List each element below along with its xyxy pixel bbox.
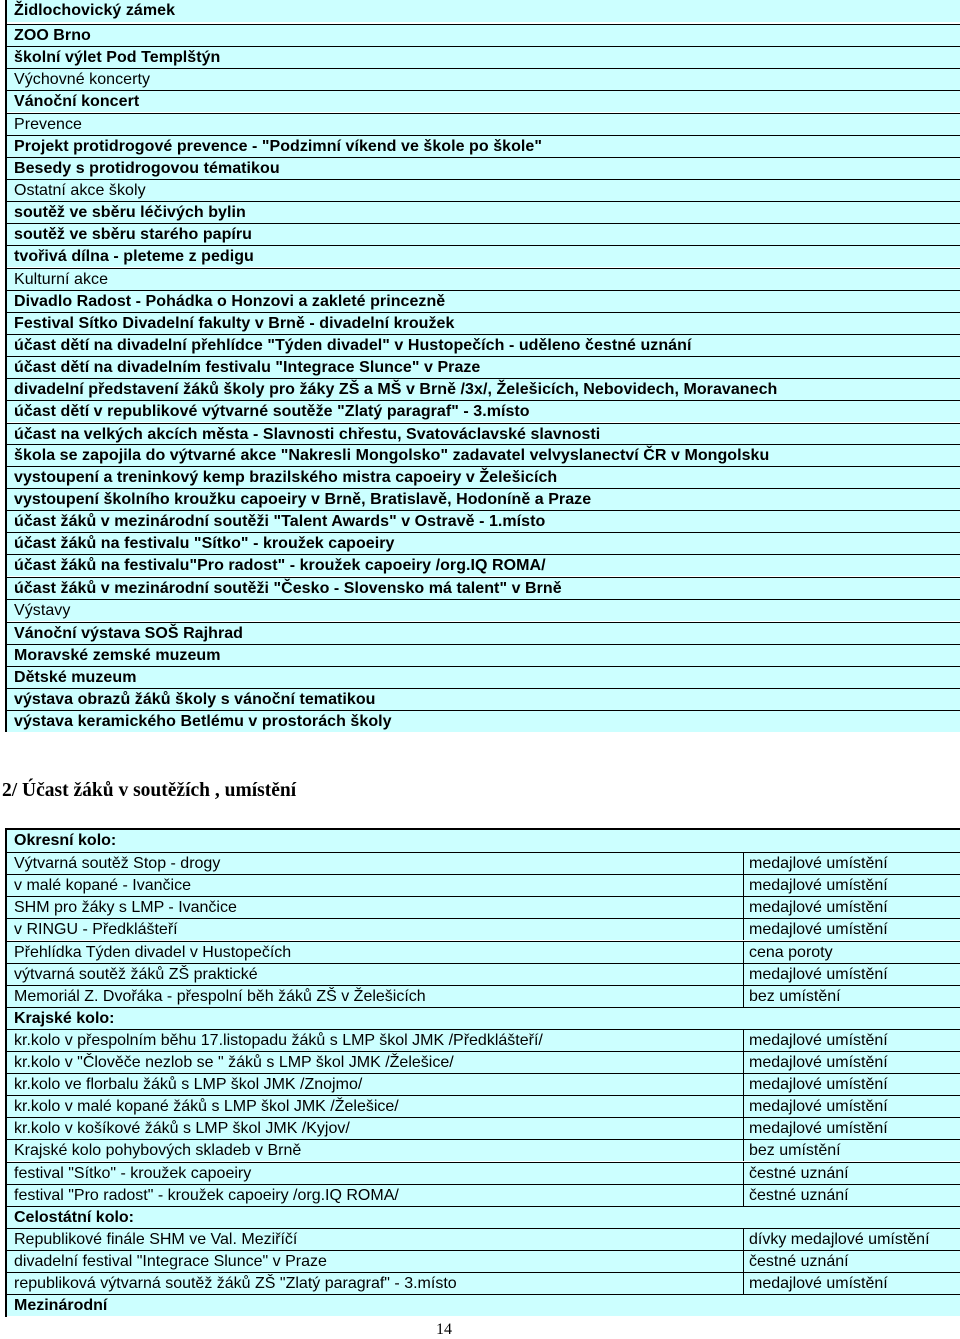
table-row [7, 1139, 960, 1161]
activity-text: školní výlet Pod Templštýn [14, 49, 221, 66]
competition-name: republiková výtvarná soutěž žáků ZŠ "Zlatý paragraf" - 3.místo [14, 1275, 457, 1292]
column-divider [743, 1073, 744, 1095]
column-divider [743, 1250, 744, 1272]
competition-name: festival "Sítko" - kroužek capoeiry [14, 1165, 252, 1182]
activity-text: účast žáků v mezinárodní soutěži "Česko - Slovensko má talent" v Brně [14, 580, 562, 597]
column-divider [743, 918, 744, 940]
table-row [7, 1007, 960, 1029]
table-row [7, 1250, 960, 1272]
competition-result: medajlové umístění [749, 1076, 888, 1093]
activity-text: Vánoční výstava SOŠ Rajhrad [14, 625, 243, 642]
competition-name: Republikové finále SHM ve Val. Meziříčí [14, 1231, 298, 1248]
activity-text: výstava obrazů žáků školy s vánoční tematikou [14, 691, 376, 708]
competition-name: Krajské kolo pohybových skladeb v Brně [14, 1142, 302, 1159]
column-divider [743, 1029, 744, 1051]
table-row [7, 874, 960, 896]
competition-name: výtvarná soutěž žáků ZŠ praktické [14, 966, 258, 983]
column-divider [743, 1162, 744, 1184]
competition-result: medajlové umístění [749, 1120, 888, 1137]
competition-result: medajlové umístění [749, 966, 888, 983]
list-item [7, 46, 960, 68]
table-row [7, 1206, 960, 1228]
competition-name: kr.kolo v "Člověče nezlob se " žáků s LMP škol JMK /Želešice/ [14, 1054, 454, 1071]
table-row [7, 918, 960, 940]
activity-text: tvořivá dílna - pleteme z pedigu [14, 248, 254, 265]
list-item [7, 135, 960, 157]
competition-name: Výtvarná soutěž Stop - drogy [14, 855, 221, 872]
column-divider [743, 874, 744, 896]
competition-result: medajlové umístění [749, 921, 888, 938]
competition-name: v RINGU - Předklášteří [14, 921, 178, 938]
table-row [7, 1162, 960, 1184]
list-item [7, 378, 960, 400]
list-item [7, 24, 960, 46]
activity-text: Festival Sítko Divadelní fakulty v Brně - divadelní kroužek [14, 315, 455, 332]
activity-text: škola se zapojila do výtvarné akce "Nakresli Mongolsko" zadavatel velvyslanectví ČR v Mongolsku [14, 447, 770, 464]
column-divider [743, 941, 744, 963]
section-heading: 2/ Účast žáků v soutěžích , umístění [2, 780, 297, 801]
list-item [7, 400, 960, 422]
activity-text: účast žáků na festivalu "Sítko" - kroužek capoeiry [14, 535, 395, 552]
list-item [7, 290, 960, 312]
table-row [7, 1184, 960, 1206]
competition-result: medajlové umístění [749, 1032, 888, 1049]
column-divider [743, 1095, 744, 1117]
list-item [7, 223, 960, 245]
list-item [7, 245, 960, 267]
competition-name: kr.kolo v malé kopané žáků s LMP škol JMK /Želešice/ [14, 1098, 399, 1115]
activity-text: vystoupení školního kroužku capoeiry v Brně, Bratislavě, Hodoníně a Praze [14, 491, 592, 508]
list-item [7, 312, 960, 334]
column-divider [743, 1228, 744, 1250]
competition-result: cena poroty [749, 944, 833, 961]
activity-text: Židlochovický zámek [14, 2, 176, 19]
competition-result: čestné uznání [749, 1187, 849, 1204]
competition-name: Memoriál Z. Dvořáka - přespolní běh žáků ZŠ v Želešicích [14, 988, 426, 1005]
list-item [7, 0, 960, 22]
column-divider [743, 852, 744, 874]
competition-name: Celostátní kolo: [14, 1209, 135, 1226]
activity-text: Ostatní akce školy [14, 182, 146, 199]
competition-name: Přehlídka Týden divadel v Hustopečích [14, 944, 292, 961]
column-divider [743, 1051, 744, 1073]
list-item [7, 423, 960, 445]
list-item [7, 356, 960, 378]
column-divider [743, 1117, 744, 1139]
activity-text: účast žáků na festivalu"Pro radost" - kroužek capoeiry /org.IQ ROMA/ [14, 557, 546, 574]
list-item [7, 622, 960, 644]
activity-text: divadelní představení žáků školy pro žáky ZŠ a MŠ v Brně /3x/, Želešicích, Nebovidech, Moravanech [14, 381, 778, 398]
activity-text: Dětské muzeum [14, 669, 137, 686]
competition-name: Krajské kolo: [14, 1010, 115, 1027]
list-item [7, 488, 960, 510]
column-divider [743, 896, 744, 918]
list-item [7, 268, 960, 290]
table-row [7, 1272, 960, 1294]
table-row [7, 1029, 960, 1051]
activity-text: Kulturní akce [14, 271, 109, 288]
list-item [7, 554, 960, 576]
activity-text: soutěž ve sběru starého papíru [14, 226, 253, 243]
table-row [7, 1051, 960, 1073]
competition-result: medajlové umístění [749, 877, 888, 894]
competition-name: Okresní kolo: [14, 832, 117, 849]
list-item [7, 201, 960, 223]
activities-table [5, 0, 960, 732]
column-divider [743, 963, 744, 985]
activity-text: Projekt protidrogové prevence - "Podzimní víkend ve škole po škole" [14, 138, 542, 155]
list-item [7, 113, 960, 135]
activity-text: účast na velkých akcích města - Slavnosti chřestu, Svatováclavské slavnosti [14, 426, 601, 443]
table-row [7, 1095, 960, 1117]
activity-text: Výchovné koncerty [14, 71, 151, 88]
list-item [7, 644, 960, 666]
activity-text: výstava keramického Betlému v prostorách školy [14, 713, 392, 730]
activity-text: Prevence [14, 116, 82, 133]
list-item [7, 334, 960, 356]
list-item [7, 666, 960, 688]
activity-text: účast žáků v mezinárodní soutěži "Talent Awards" v Ostravě - 1.místo [14, 513, 546, 530]
competition-name: divadelní festival "Integrace Slunce" v Praze [14, 1253, 327, 1270]
competition-result: čestné uznání [749, 1165, 849, 1182]
table-row [7, 1117, 960, 1139]
column-divider [743, 1139, 744, 1161]
list-item [7, 510, 960, 532]
list-item [7, 90, 960, 112]
list-item [7, 157, 960, 179]
list-item [7, 466, 960, 488]
table-row [7, 963, 960, 985]
activity-text: účast dětí na divadelní přehlídce "Týden divadel" v Hustopečích - uděleno čestné uznání [14, 337, 692, 354]
competition-result: medajlové umístění [749, 1275, 888, 1292]
activity-text: soutěž ve sběru léčivých bylin [14, 204, 246, 221]
activity-text: Besedy s protidrogovou tématikou [14, 160, 280, 177]
table-row [7, 852, 960, 874]
list-item [7, 179, 960, 201]
activity-text: ZOO Brno [14, 27, 91, 44]
column-divider [743, 1184, 744, 1206]
table-row [7, 985, 960, 1007]
competition-result: medajlové umístění [749, 899, 888, 916]
competition-result: medajlové umístění [749, 855, 888, 872]
column-divider [743, 1272, 744, 1294]
table-row [7, 1073, 960, 1095]
competition-result: medajlové umístění [749, 1098, 888, 1115]
activity-text: účast dětí na divadelním festivalu "Integrace Slunce" v Praze [14, 359, 481, 376]
list-item [7, 577, 960, 599]
activity-text: Divadlo Radost - Pohádka o Honzovi a zakleté princezně [14, 293, 446, 310]
competition-result: dívky medajlové umístění [749, 1231, 930, 1248]
competition-result: medajlové umístění [749, 1054, 888, 1071]
page-number: 14 [436, 1321, 452, 1338]
list-item [7, 688, 960, 710]
list-item [7, 532, 960, 554]
competition-name: kr.kolo v přespolním běhu 17.listopadu žáků s LMP škol JMK /Předklášteří/ [14, 1032, 543, 1049]
activity-text: účast dětí v republikové výtvarné soutěže "Zlatý paragraf" - 3.místo [14, 403, 530, 420]
competition-result: čestné uznání [749, 1253, 849, 1270]
list-item [7, 599, 960, 621]
competition-name: Mezinárodní [14, 1297, 108, 1314]
competition-result: bez umístění [749, 1142, 841, 1159]
table-row [7, 941, 960, 963]
table-row [7, 1294, 960, 1316]
competition-name: kr.kolo v košíkové žáků s LMP škol JMK /Kyjov/ [14, 1120, 350, 1137]
list-item [7, 710, 960, 732]
activity-text: Výstavy [14, 602, 71, 619]
activity-text: vystoupení a treninkový kemp brazilského mistra capoeiry v Želešicích [14, 469, 558, 486]
competition-name: SHM pro žáky s LMP - Ivančice [14, 899, 237, 916]
activity-text: Moravské zemské muzeum [14, 647, 221, 664]
table-row [7, 830, 960, 852]
table-row [7, 1228, 960, 1250]
competition-name: kr.kolo ve florbalu žáků s LMP škol JMK /Znojmo/ [14, 1076, 363, 1093]
competition-name: festival "Pro radost" - kroužek capoeiry /org.IQ ROMA/ [14, 1187, 399, 1204]
competition-result: bez umístění [749, 988, 841, 1005]
activity-text: Vánoční koncert [14, 93, 140, 110]
competitions-table [5, 828, 960, 1317]
list-item [7, 68, 960, 90]
list-item [7, 444, 960, 466]
column-divider [743, 985, 744, 1007]
table-row [7, 896, 960, 918]
competition-name: v malé kopané - Ivančice [14, 877, 191, 894]
